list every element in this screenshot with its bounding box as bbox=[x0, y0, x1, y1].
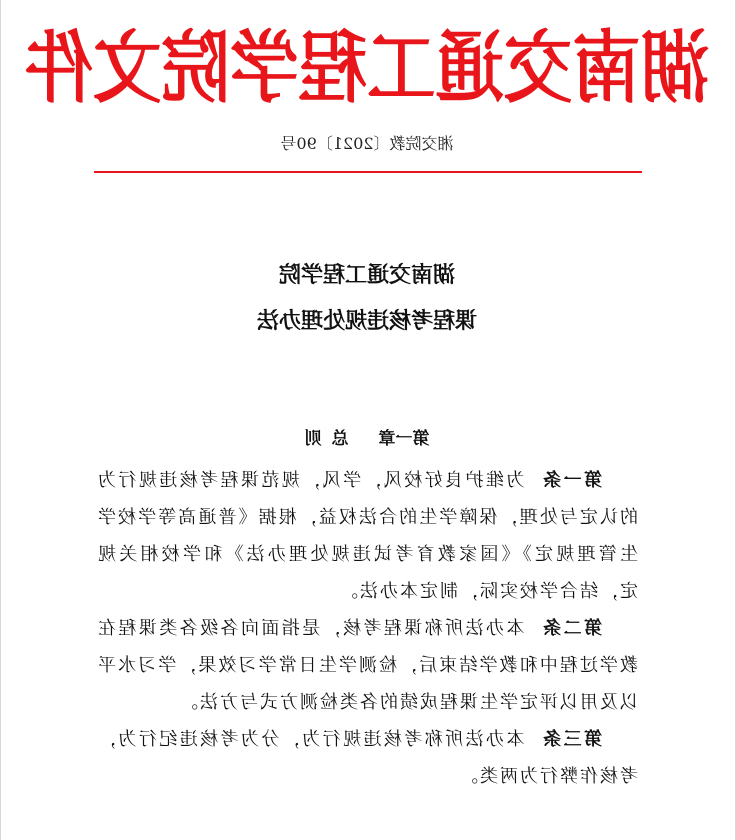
article-label: 第一条 bbox=[540, 470, 602, 491]
title-line-1: 湖南交通工程学院 bbox=[279, 263, 456, 288]
article-paragraph bbox=[96, 610, 638, 721]
article-text: 本办法所称课程考核，是指面向各级各类课程在教学过程中和教学结束后，检测学生日常学习效果，学习水平以及用以评定学生课程成绩的各类检测方式与方法。 bbox=[96, 618, 638, 713]
red-masthead bbox=[24, 22, 710, 114]
article-text: 本办法所称考核违规行为，分为考核违纪行为，考核作弊行为两类。 bbox=[96, 729, 638, 787]
mirrored-document bbox=[1, 0, 735, 840]
article-text: 为维护良好校风，学风，规范课程考核违规行为的认定与处理，保障学生的合法权益，根据《普通高等学校学生管理规定》《国家教育考试违规处理办法》和学校相关规定，结合学校实际，制定本办法。 bbox=[96, 470, 638, 602]
red-divider bbox=[94, 171, 642, 173]
chapter-name: 总 则 bbox=[304, 429, 349, 449]
document-number bbox=[0, 131, 735, 154]
title-line-2: 课程考核违规处理办法 bbox=[257, 309, 478, 334]
article-label: 第三条 bbox=[540, 729, 602, 750]
chapter-number: 第一章 bbox=[378, 429, 430, 449]
article-paragraph bbox=[96, 462, 638, 610]
document-number-text: 湘交院教〔2021〕90号 bbox=[280, 134, 454, 153]
article-paragraph bbox=[96, 721, 638, 795]
document-body bbox=[96, 462, 638, 795]
article-label: 第二条 bbox=[540, 618, 602, 639]
chapter-heading bbox=[0, 424, 735, 449]
masthead-title: 湖南交通工程学院文件 bbox=[24, 22, 710, 114]
